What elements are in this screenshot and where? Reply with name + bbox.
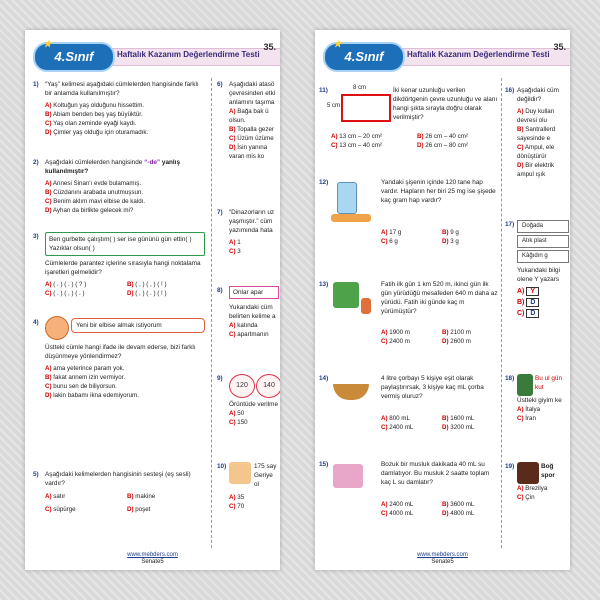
option-letter: C)	[517, 310, 525, 317]
option-letter: C)	[45, 290, 52, 297]
option-b[interactable]	[517, 125, 569, 143]
option-letter: C)	[45, 120, 52, 127]
page-footer	[25, 552, 280, 566]
question-text: Yandaki şişenin içinde 120 tane hap vardır. Hapların her biri 25 mg ise şişede kaç gram hap vardır?	[381, 179, 496, 204]
option-letter: A)	[45, 102, 52, 109]
option-text: 1900 m	[389, 329, 410, 336]
option-a[interactable]	[331, 132, 413, 141]
page-footer	[315, 552, 570, 566]
option-letter: B)	[442, 415, 449, 422]
question-number: 17)	[505, 221, 515, 228]
question-text: İki kenar uzunluğu verilen dikdörtgenin çevre uzunluğu ve alanı hangi şıkta sırayla doğru olarak verilmiştir?	[393, 87, 498, 121]
option-text: süpürge	[53, 506, 76, 513]
option-letter: B)	[517, 299, 525, 306]
option-letter: D)	[442, 338, 449, 345]
option-a[interactable]	[229, 238, 279, 247]
left-page	[25, 30, 280, 570]
option-text: 17 g	[389, 229, 402, 236]
option-letter: A)	[517, 108, 524, 115]
footer-url[interactable]: www.mebders.com	[417, 552, 468, 558]
statement-text: Kâğıdın g	[522, 253, 548, 259]
option-a[interactable]	[229, 493, 279, 502]
reading-child-icon	[229, 462, 251, 484]
answer-box: D	[526, 309, 539, 318]
question-number: 2)	[33, 159, 39, 166]
question-5	[33, 470, 205, 514]
option-text: 3	[237, 248, 241, 255]
apple-icon	[229, 374, 255, 398]
option-letter: A)	[45, 281, 52, 288]
option-b[interactable]	[442, 228, 499, 237]
option-a[interactable]	[381, 414, 438, 423]
bagpiper-icon	[517, 374, 533, 396]
option-b[interactable]	[442, 414, 499, 423]
option-letter: A)	[517, 406, 524, 413]
option-text: poşet	[135, 506, 151, 513]
option-text: İran	[525, 415, 536, 422]
tree-icon	[333, 282, 359, 308]
question-18	[505, 374, 569, 423]
option-text: Benim aklım mavi elbise de kaldı.	[53, 198, 146, 205]
option-letter: A)	[381, 415, 388, 422]
option-c[interactable]	[517, 414, 569, 423]
question-keyword: “-de”	[144, 159, 161, 166]
option-a[interactable]	[381, 328, 438, 337]
question-text	[45, 158, 205, 176]
option-letter: A)	[45, 493, 52, 500]
option-text: fakat annem izin vermiyor.	[53, 374, 126, 381]
option-d[interactable]	[127, 505, 205, 514]
question-11	[319, 85, 499, 150]
option-letter: B)	[127, 281, 134, 288]
option-d[interactable]	[127, 289, 205, 298]
option-letter: D)	[442, 424, 449, 431]
soup-bowl-icon	[333, 384, 369, 400]
option-letter: C)	[381, 510, 388, 517]
option-text: 1600 mL	[450, 415, 475, 422]
option-letter: B)	[127, 493, 134, 500]
question-text: “Yaş” kelimesi aşağıdaki cümlelerden hangisinde farklı bir anlamda kullanılmıştır?	[45, 81, 199, 97]
option-text: 6 g	[389, 238, 398, 245]
column-divider	[501, 78, 502, 548]
option-text: ama yeterince param yok.	[53, 365, 125, 372]
question-text: Aşağıdaki kelimelerden hangisinin sesteşi (eş sesli) vardır?	[45, 471, 191, 487]
question-number: 8)	[217, 287, 223, 294]
option-text: Yaş olan zeminde eyaği kaydı.	[53, 120, 137, 127]
option-text: Bir elektrik ampul ışık	[517, 162, 555, 178]
speech-bubble: Bu ul gün kut	[535, 375, 563, 391]
question-19	[505, 462, 569, 502]
option-text: 3200 mL	[450, 424, 475, 431]
option-c[interactable]	[381, 237, 438, 246]
option-letter: C)	[381, 238, 388, 245]
option-letter: C)	[381, 424, 388, 431]
apple-icon	[256, 374, 280, 398]
answer-box: Y	[526, 287, 539, 296]
option-letter: A)	[229, 108, 236, 115]
grade-logo	[33, 39, 115, 72]
option-text: lakin babamı ikna edemiyorum.	[53, 392, 139, 399]
option-d[interactable]	[417, 141, 499, 150]
question-number: 1)	[33, 81, 39, 88]
pill-bottle-icon	[337, 182, 357, 214]
test-title: Haftalık Kazanım Değerlendirme Testi	[407, 50, 550, 59]
star-icon: ★	[43, 39, 52, 50]
option-letter: A)	[381, 229, 388, 236]
walking-boy-icon	[361, 298, 371, 314]
question-3	[33, 232, 205, 298]
option-d[interactable]	[442, 237, 499, 246]
question-number: 12)	[319, 179, 329, 186]
option-c[interactable]	[517, 493, 569, 502]
option-letter: B)	[517, 126, 524, 133]
option-b[interactable]	[442, 328, 499, 337]
option-text: 2600 m	[450, 338, 471, 345]
option-a[interactable]	[381, 500, 438, 509]
option-letter: C)	[229, 503, 236, 510]
option-d[interactable]	[45, 206, 205, 215]
option-letter: A)	[229, 494, 236, 501]
option-b[interactable]	[229, 125, 279, 134]
question-text: Yukarıdaki cüm belirten kelime a	[229, 304, 276, 320]
option-letter: A)	[45, 365, 52, 372]
page-header	[315, 40, 570, 68]
option-text: 800 mL	[389, 415, 410, 422]
pills-icon	[331, 214, 371, 222]
option-c[interactable]	[45, 197, 205, 206]
question-1	[33, 80, 205, 137]
option-a[interactable]	[381, 228, 438, 237]
option-c[interactable]	[517, 143, 569, 161]
option-text: 3600 mL	[450, 501, 475, 508]
option-text: 35	[237, 494, 245, 501]
option-b[interactable]	[45, 373, 205, 382]
option-letter: D)	[442, 238, 449, 245]
page-number: 35.	[553, 42, 566, 52]
option-letter: A)	[229, 410, 236, 417]
question-text: Boğ spor	[541, 463, 555, 479]
option-b[interactable]	[517, 298, 569, 307]
question-text: Cümlelerde parantez içlerine sırasıyla hangi noktalama işaretleri gelmelidir?	[45, 260, 201, 276]
option-c[interactable]	[45, 289, 123, 298]
option-letter: D)	[45, 392, 52, 399]
option-letter: C)	[517, 494, 524, 501]
grade-logo	[323, 39, 405, 72]
option-letter: B)	[442, 329, 449, 336]
question-text: Üstteki giyim ke	[517, 397, 562, 404]
option-text: 2400 mL	[389, 501, 414, 508]
option-text: 4000 mL	[389, 510, 414, 517]
option-letter: C)	[45, 198, 52, 205]
question-7	[217, 208, 279, 256]
question-number: 7)	[217, 209, 223, 216]
question-number: 3)	[33, 233, 39, 240]
option-letter: A)	[331, 133, 338, 140]
option-text: 13 cm – 40 cm²	[339, 142, 382, 149]
question-number: 5)	[33, 471, 39, 478]
option-b[interactable]	[45, 110, 205, 119]
question-15	[319, 460, 499, 518]
option-letter: D)	[45, 207, 52, 214]
option-c[interactable]	[229, 330, 279, 339]
question-16	[505, 86, 569, 179]
option-text: 2400 mL	[389, 424, 414, 431]
option-a[interactable]	[45, 179, 205, 188]
option-text: Cüzdanını arabada unutmuşsun.	[53, 189, 144, 196]
option-d[interactable]	[45, 128, 205, 137]
option-text: 9 g	[450, 229, 459, 236]
option-text: İsin yanına varan mis ko	[229, 144, 268, 160]
option-text: 50	[237, 410, 245, 417]
option-text: İtalya	[525, 406, 541, 413]
option-text: 3 g	[450, 238, 459, 245]
option-text: Çimler yaş olduğu için oturamadık.	[53, 129, 149, 136]
option-c[interactable]	[517, 309, 569, 318]
option-letter: D)	[127, 506, 134, 513]
logo-text: 4.Sınıf	[54, 49, 94, 64]
option-c[interactable]	[45, 505, 123, 514]
option-a[interactable]	[45, 364, 205, 373]
statement-box	[517, 220, 569, 233]
option-text: Ayhan da birlikte gelecek mi?	[52, 207, 134, 214]
option-a[interactable]	[229, 107, 279, 125]
girl-face-icon	[45, 316, 69, 340]
statement-text: Atık plast	[522, 238, 547, 244]
question-text: Üstteki cümle hangi ifade ile devam ederse, bizi farklı düşünmeye yönlendirmez?	[45, 344, 196, 360]
option-a[interactable]	[45, 492, 123, 501]
option-c[interactable]	[381, 337, 438, 346]
option-letter: A)	[381, 501, 388, 508]
speech-bubble: Yeni bir elbise almak istiyorum	[71, 318, 205, 333]
question-number: 14)	[319, 375, 329, 382]
column-divider	[211, 78, 212, 548]
question-text: Bozuk bir musluk dakikada 40 mL su damlatıyor. Bu musluk 2 saatte toplam kaç L su damlatır?	[381, 461, 490, 486]
star-icon: ★	[333, 39, 342, 50]
rect-width-label: 8 cm	[353, 85, 367, 91]
option-letter: C)	[381, 338, 388, 345]
option-letter: C)	[229, 135, 236, 142]
option-a[interactable]	[517, 107, 569, 125]
option-text: Brezilya	[525, 485, 548, 492]
option-letter: A)	[229, 239, 236, 246]
option-text: ( , ) ( , ) ( ! )	[135, 281, 167, 288]
question-13	[319, 280, 499, 346]
option-text: 150	[237, 419, 248, 426]
question-text: Yukarıdaki bilgi olene Y yazars	[517, 267, 560, 283]
question-text-part: yanlış kullanılmıştır?	[45, 159, 181, 175]
option-text: ( . ) ( . ) ( ? )	[53, 281, 87, 288]
option-c[interactable]	[331, 141, 413, 150]
footer-credit: Senate5	[431, 559, 454, 565]
option-letter: B)	[417, 133, 424, 140]
option-text: bunu sen de biliyorsun.	[53, 383, 117, 390]
option-b[interactable]	[417, 132, 499, 141]
option-letter: D)	[517, 162, 524, 169]
option-letter: A)	[45, 180, 52, 187]
question-text: 175 say Geriye ol	[254, 463, 277, 488]
option-letter: C)	[229, 248, 236, 255]
question-text: Aşağıdaki cüm değildir?	[517, 87, 559, 103]
option-text: ( , ) ( . ) ( ! )	[135, 290, 167, 297]
option-d[interactable]	[442, 509, 499, 518]
option-letter: B)	[45, 111, 52, 118]
option-letter: A)	[517, 288, 525, 295]
option-text: makine	[135, 493, 156, 500]
option-text: Topalla gezer	[237, 126, 274, 133]
statement-box	[517, 250, 569, 263]
option-text: Ampul, ele dönüştürür	[517, 144, 555, 160]
footer-url[interactable]: www.mebders.com	[127, 552, 178, 558]
question-text: Örüntüde verilme	[229, 401, 279, 408]
option-a[interactable]	[45, 101, 205, 110]
option-c[interactable]	[229, 418, 279, 427]
option-text: satır	[53, 493, 66, 500]
question-text: Fatih ilk gün 1 km 520 m, ikinci gün ilk gün yürüdüğü mesafeden 640 m daha az yürüdü. Fatih iki günde kaç m yürümüştür?	[381, 281, 498, 315]
option-c[interactable]	[45, 119, 205, 128]
option-d[interactable]	[45, 391, 205, 400]
question-number: 19)	[505, 463, 515, 470]
question-text-part: Aşağıdaki cümlelerden hangisinde	[45, 159, 143, 166]
logo-text: 4.Sınıf	[344, 49, 384, 64]
option-letter: C)	[229, 331, 236, 338]
option-letter: C)	[331, 142, 338, 149]
question-14	[319, 374, 499, 432]
option-a[interactable]	[229, 409, 279, 418]
option-letter: B)	[45, 374, 52, 381]
option-text: Annesi Sinan'ı evde bulamamış.	[52, 180, 142, 187]
bull-icon	[517, 462, 539, 484]
option-d[interactable]	[229, 143, 279, 161]
question-number: 11)	[319, 87, 328, 94]
option-c[interactable]	[381, 509, 438, 518]
option-c[interactable]	[381, 423, 438, 432]
page-header	[25, 40, 280, 68]
question-10	[217, 462, 279, 511]
option-letter: B)	[442, 229, 449, 236]
footer-credit: Senate5	[141, 559, 164, 565]
option-text: 1	[237, 239, 241, 246]
option-text: 70	[237, 503, 245, 510]
option-d[interactable]	[442, 337, 499, 346]
question-number: 15)	[319, 461, 329, 468]
question-2	[33, 158, 205, 215]
option-b[interactable]	[127, 492, 205, 501]
statement-text: Doğada	[522, 223, 544, 229]
option-text: apartmanın	[237, 331, 269, 338]
option-text: Bağa bak ü olsun.	[229, 108, 269, 124]
option-d[interactable]	[442, 423, 499, 432]
sentence-box: Onlar apar	[229, 286, 279, 299]
option-text: Üzüm üzüme	[237, 135, 274, 142]
question-9	[217, 374, 279, 427]
option-letter: D)	[442, 510, 449, 517]
option-b[interactable]	[442, 500, 499, 509]
option-letter: B)	[45, 189, 52, 196]
option-c[interactable]	[45, 382, 205, 391]
question-number: 4)	[33, 319, 39, 326]
option-c[interactable]	[229, 134, 279, 143]
option-letter: A)	[381, 329, 388, 336]
rect-height-label: 5 cm	[327, 103, 341, 109]
option-letter: D)	[417, 142, 424, 149]
option-letter: D)	[229, 144, 236, 151]
option-a[interactable]	[517, 405, 569, 414]
option-text: Duy kullan devresi olu	[517, 108, 555, 124]
question-number: 18)	[505, 375, 515, 382]
option-letter: C)	[229, 419, 236, 426]
question-12	[319, 178, 499, 246]
option-text: 26 cm – 80 cm²	[425, 142, 468, 149]
option-b[interactable]	[45, 188, 205, 197]
option-text: Koltuğun yaş olduğunu hissettim.	[53, 102, 145, 109]
option-d[interactable]	[517, 161, 569, 179]
question-8	[217, 286, 279, 339]
option-letter: A)	[517, 485, 524, 492]
option-a[interactable]	[45, 280, 123, 289]
option-a[interactable]	[517, 484, 569, 493]
option-letter: C)	[45, 506, 52, 513]
option-text: Abiam benden beş yaş büyüktür.	[52, 111, 143, 118]
option-text: Çin	[525, 494, 535, 501]
option-a[interactable]	[229, 321, 279, 330]
question-number: 6)	[217, 81, 223, 88]
answer-box: D	[526, 298, 539, 307]
option-letter: C)	[45, 383, 52, 390]
question-number: 10)	[217, 463, 227, 470]
question-text: Aşağıdaki atasö çevresinden etki anlamını taşıma	[229, 81, 276, 106]
question-6	[217, 80, 279, 161]
option-b[interactable]	[127, 280, 205, 289]
sentence-box: Ben gurbette çalıştım( ) ser ise gününü gün ettin( ) Yazıklar olsun( )	[45, 232, 205, 256]
question-number: 13)	[319, 281, 329, 288]
question-text: 4 litre çorbayı 5 kişiye eşit olarak paylaştırırsak, 3 kişiye kaç mL çorba vermiş oluruz?	[381, 375, 484, 400]
option-letter: A)	[229, 322, 236, 329]
option-text: 13 cm – 20 cm²	[339, 133, 382, 140]
right-page	[315, 30, 570, 570]
page-number: 35.	[263, 42, 276, 52]
option-letter: C)	[517, 415, 524, 422]
option-letter: B)	[229, 126, 236, 133]
option-c[interactable]	[229, 247, 279, 256]
option-text: 2400 m	[389, 338, 410, 345]
question-number: 16)	[505, 87, 515, 94]
option-text: 2100 m	[450, 329, 471, 336]
question-number: 9)	[217, 375, 223, 382]
apple-number: 140	[263, 382, 275, 389]
option-text: Santrallerd sayesinde e	[517, 126, 556, 142]
faucet-icon	[333, 464, 363, 488]
apple-number: 120	[236, 382, 248, 389]
question-17	[505, 220, 569, 318]
option-letter: D)	[45, 129, 52, 136]
option-letter: B)	[442, 501, 449, 508]
option-text: 26 cm – 40 cm²	[425, 133, 468, 140]
option-text: katında	[237, 322, 258, 329]
option-c[interactable]	[229, 502, 279, 511]
option-letter: D)	[127, 290, 134, 297]
option-text: ( . ) ( , ) ( . )	[53, 290, 85, 297]
rectangle-figure	[341, 94, 391, 122]
question-text: “Dinazorların uz yaşmıştır.” cüm yazımında hata	[229, 209, 275, 234]
question-4	[33, 318, 205, 400]
option-a[interactable]	[517, 287, 569, 296]
option-letter: C)	[517, 144, 524, 151]
option-text: 4800 mL	[450, 510, 475, 517]
test-title: Haftalık Kazanım Değerlendirme Testi	[117, 50, 260, 59]
statement-box	[517, 235, 569, 248]
